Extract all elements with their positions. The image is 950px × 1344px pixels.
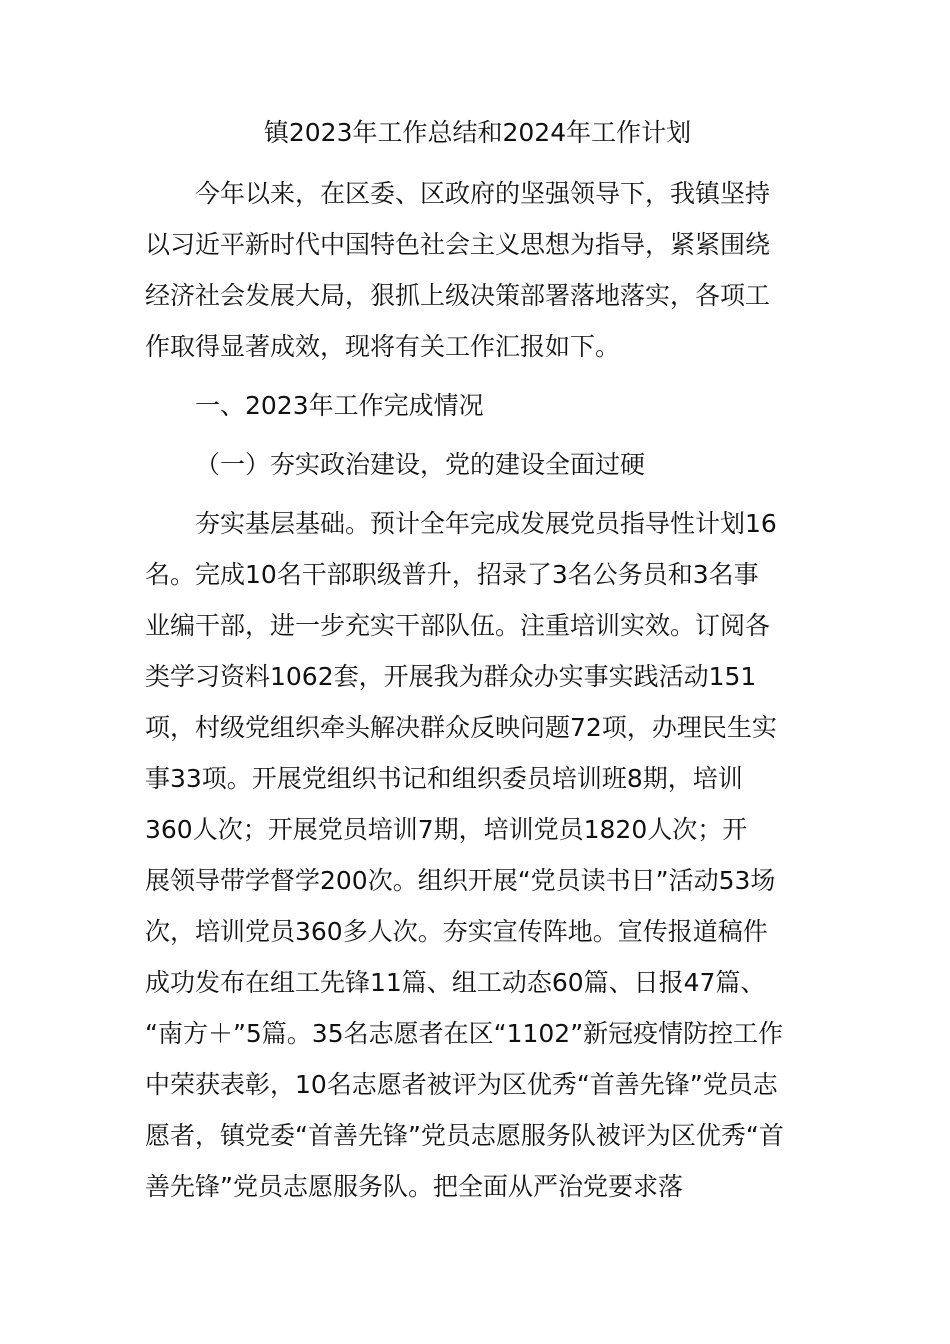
subsection-heading: （一）夯实政治建设，党的建设全面过硬	[195, 450, 646, 479]
body-paragraph	[145, 498, 810, 1212]
paragraph-line: 次，培训党员360多人次。夯实宣传阵地。宣传报道稿件	[145, 917, 768, 946]
paragraph-line: 以习近平新时代中国特色社会主义思想为指导，紧紧围绕	[145, 230, 771, 259]
paragraph-line: 夯实基层基础。预计全年完成发展党员指导性计划16	[195, 509, 777, 538]
paragraph-line: 业编干部，进一步充实干部队伍。注重培训实效。订阅各	[145, 611, 771, 640]
paragraph-line: 项，村级党组织牵头解决群众反映问题72项，办理民生实	[145, 713, 777, 742]
paragraph-line: 今年以来，在区委、区政府的坚强领导下，我镇坚持	[195, 179, 771, 208]
paragraph-line: 名。完成10名干部职级普升，招录了3名公务员和3名事	[145, 560, 759, 589]
paragraph-line: 作取得显著成效，现将有关工作汇报如下。	[145, 332, 621, 361]
document-page	[145, 107, 810, 1212]
paragraph-line: 善先锋”党员志愿服务队。把全面从严治党要求落	[145, 1172, 683, 1201]
paragraph-line: 事33项。开展党组织书记和组织委员培训班8期，培训	[145, 764, 743, 793]
section-heading: 一、2023年工作完成情况	[195, 391, 484, 420]
paragraph-line: “南方＋”5篇。35名志愿者在区“1102”新冠疫情防控工作	[145, 1019, 784, 1048]
paragraph-line: 360人次；开展党员培训7期，培训党员1820人次；开	[145, 815, 748, 844]
paragraph-line: 愿者，镇党委“首善先锋”党员志愿服务队被评为区优秀“首	[145, 1121, 784, 1150]
paragraph-line: 中荣获表彰，10名志愿者被评为区优秀“首善先锋”党员志	[145, 1070, 778, 1099]
paragraph-line: 展领导带学督学200次。组织开展“党员读书日”活动53场	[145, 866, 776, 895]
paragraph-line: 类学习资料1062套，开展我为群众办实事实践活动151	[145, 662, 757, 691]
paragraph-line: 经济社会发展大局，狠抓上级决策部署落地落实，各项工	[145, 281, 771, 310]
intro-paragraph	[145, 168, 810, 372]
document-title: 镇2023年工作总结和2024年工作计划	[263, 118, 692, 147]
paragraph-line: 成功发布在组工先锋11篇、组工动态60篇、日报47篇、	[145, 968, 766, 997]
